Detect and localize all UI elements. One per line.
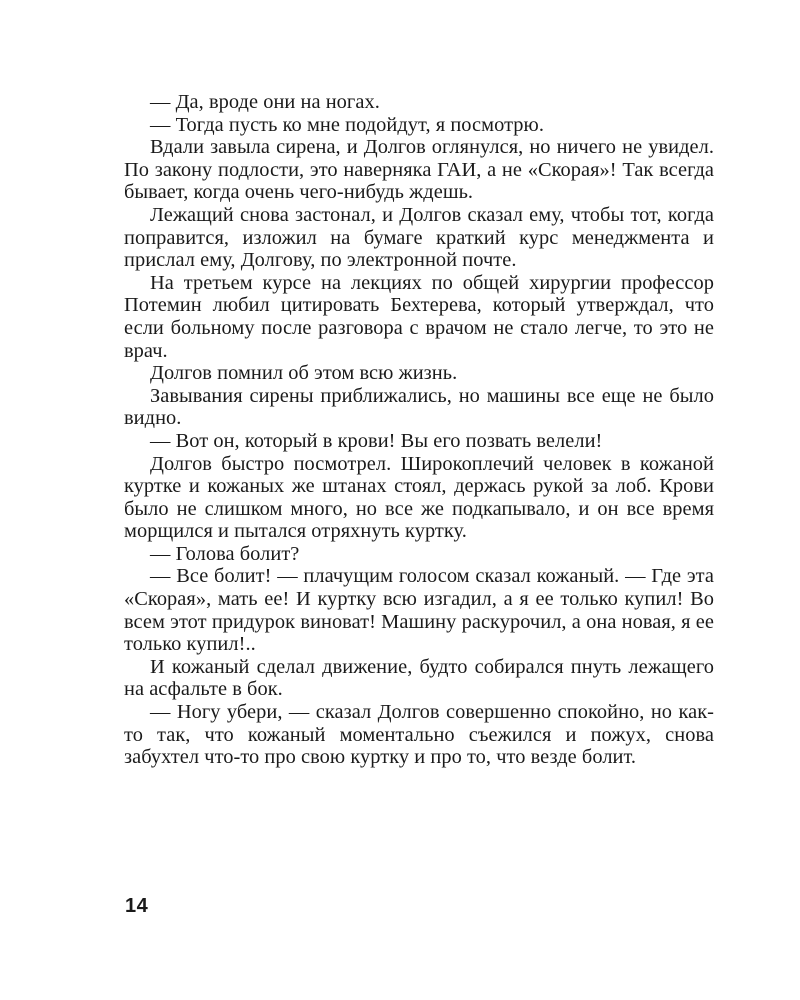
paragraph: И кожаный сделал движение, будто собирался пнуть лежащего на асфальте в бок. <box>124 655 714 701</box>
page-number: 14 <box>125 895 149 917</box>
paragraph: Вдали завыла сирена, и Долгов оглянулся, но ничего не увидел. По закону подлости, это наверняка ГАИ, а не «Скорая»! Так всегда бывает, когда очень чего-нибудь ждешь. <box>124 136 714 204</box>
paragraph: — Вот он, который в крови! Вы его позвать велели! <box>150 429 603 452</box>
paragraph: — Голова болит? <box>150 542 300 565</box>
paragraph: — Да, вроде они на ногах. <box>150 91 380 113</box>
paragraph: Лежащий снова застонал, и Долгов сказал ему, чтобы тот, когда поправится, изложил на бумаге краткий курс менеджмента и прислал ему, Долгову, по электронной почте. <box>124 203 714 272</box>
paragraph: — Ногу убери, — сказал Долгов совершенно спокойно, но как-то так, что кожаный моментально съежился и пожух, снова забухтел что-то про свою куртку и про то, что везде болит. <box>124 701 714 769</box>
paragraph: — Все болит! — плачущим голосом сказал кожаный. — Где эта «Скорая», мать ее! И куртку всю изгадил, а я ее только купил! Во всем этот придурок виноват! Машину раскурочил, а она новая, я ее только купил!.. <box>124 565 714 656</box>
paragraph: Завывания сирены приближались, но машины все еще не было видно. <box>124 384 714 430</box>
paragraph: Долгов помнил об этом всю жизнь. <box>150 362 458 385</box>
paragraph: — Тогда пусть ко мне подойдут, я посмотрю. <box>150 113 544 136</box>
paragraph: На третьем курсе на лекциях по общей хирургии профессор Потемин любил цитировать Бехтерева, который утверждал, что если больному после разговора с врачом не стало легче, то это не врач. <box>124 271 714 362</box>
paragraph: Долгов быстро посмотрел. Широкоплечий человек в кожаной куртке и кожаных же штанах стоял, держась рукой за лоб. Крови было не слишком много, но все же подкапывало, и он все время морщился и пытался отряхнуть куртку. <box>124 452 714 543</box>
body-text <box>124 91 714 769</box>
